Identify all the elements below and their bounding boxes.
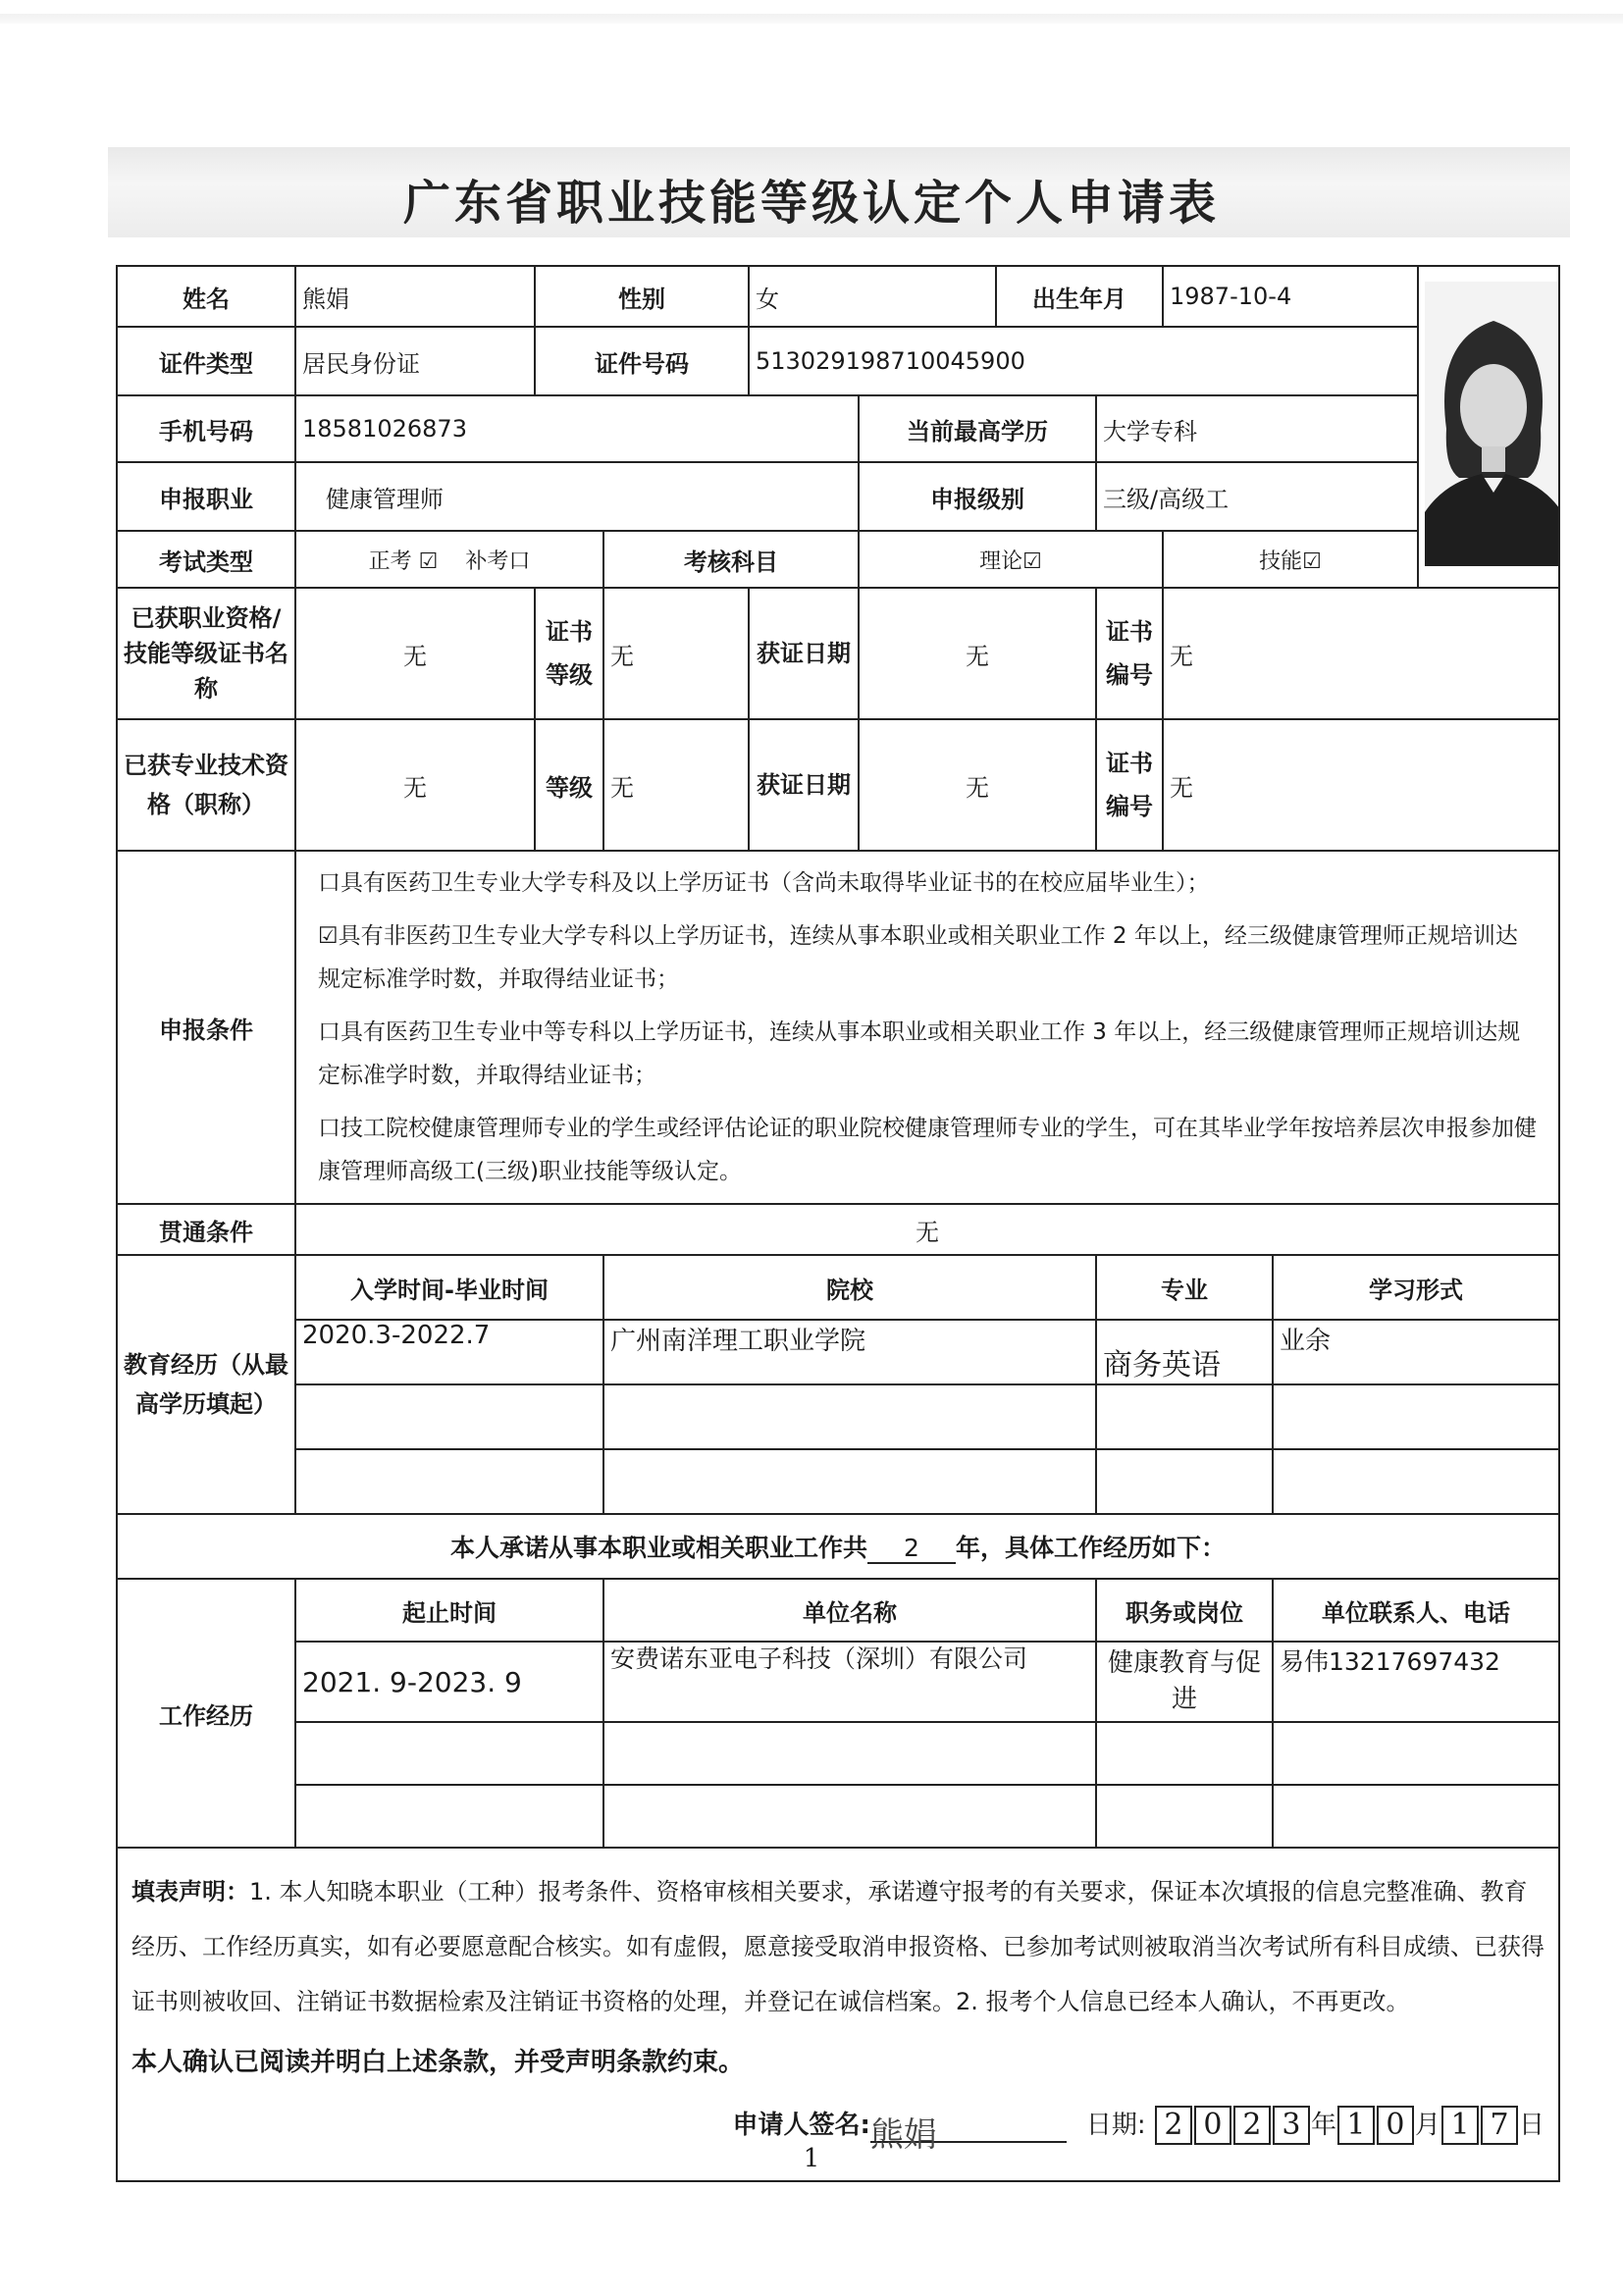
day-unit: 日 [1518,2111,1544,2140]
subject-skill-checkbox: 技能☑ [1163,531,1418,588]
cert-name-label: 已获职业资格/技能等级证书名称 [117,588,295,719]
id-no-label: 证件号码 [535,327,749,395]
scan-edge [0,14,1623,24]
work-pledge-suffix: 年，具体工作经历如下： [956,1534,1227,1562]
edu-major: 商务英语 [1096,1320,1273,1384]
date-label: 日期: [1085,2111,1146,2140]
grade-value: 无 [603,719,749,851]
through-label: 贯通条件 [117,1204,295,1255]
table-row [117,1384,1559,1449]
work-header-contact: 单位联系人、电话 [1273,1579,1559,1642]
cert-date-value: 无 [859,588,1096,719]
edu-header-form: 学习形式 [1273,1255,1559,1320]
birth-label: 出生年月 [996,266,1163,327]
conditions-label: 申报条件 [117,851,295,1204]
date-digit: 1 [1337,2106,1375,2145]
title-qual-label: 已获专业技术资格（职称） [117,719,295,851]
condition-item: ☑具有非医药卫生专业大学专科以上学历证书，连续从事本职业或相关职业工作 2 年以上，经三级健康管理师正规培训达规定标准学时数，并取得结业证书； [318,923,1518,992]
subject-theory-checkbox: 理论☑ [859,531,1163,588]
conditions-list [295,851,1559,1204]
education-value: 大学专科 [1096,395,1418,462]
gender-value: 女 [749,266,996,327]
table-row [117,1722,1559,1785]
phone-label: 手机号码 [117,395,295,462]
year-unit: 年 [1310,2111,1336,2140]
id-type-label: 证件类型 [117,327,295,395]
cert-level-label: 证书等级 [535,588,603,719]
exam-type-label: 考试类型 [117,531,295,588]
table-row [117,1642,1559,1722]
work-pledge-prefix: 本人承诺从事本职业或相关职业工作共 [449,1534,867,1562]
condition-item: 口具有医药卫生专业大学专科及以上学历证书（含尚未取得毕业证书的在校应届毕业生）； [318,870,1210,896]
date-digit: 2 [1233,2106,1271,2145]
through-value: 无 [295,1204,1559,1255]
edu-header-period: 入学时间-毕业时间 [295,1255,603,1320]
sign-label: 申请人签名: [732,2111,870,2140]
table-row [117,1320,1559,1384]
table-row [117,1785,1559,1848]
work-header-company: 单位名称 [603,1579,1096,1642]
cert-no-value: 无 [1163,588,1559,719]
occupation-value: 健康管理师 [295,462,859,531]
exam-makeup-checkbox: 补考口 [465,548,531,574]
work-header-position: 职务或岗位 [1096,1579,1273,1642]
exam-regular-checkbox: 正考 ☑ [368,548,439,574]
phone-value: 18581026873 [295,395,859,462]
cert-no-label: 证书编号 [1096,588,1163,719]
declaration-text [131,1864,1544,2029]
title-date-label: 获证日期 [749,719,859,851]
application-form [116,265,1560,2182]
subject-label: 考核科目 [603,531,859,588]
declaration-body: 1. 本人知晓本职业（工种）报考条件、资格审核相关要求，承诺遵守报考的有关要求，保证本次填报的信息完整准确、教育经历、工作经历真实，如有必要愿意配合核实。如有虚假，愿意接受取消申报资格、已参加考试则被取消当次考试所有科目成绩、已获得证书则被收回、注销证书数据检索及注销证书资格的处理，并登记在诚信档案。2. 报考个人信息已经本人确认，不再更改。 [131,1878,1544,2015]
condition-item: 口具有医药卫生专业中等专科以上学历证书，连续从事本职业或相关职业工作 3 年以上，经三级健康管理师正规培训达规定标准学时数，并取得结业证书； [318,1019,1521,1088]
edu-school: 广州南洋理工职业学院 [603,1320,1096,1384]
condition-item: 口技工院校健康管理师专业的学生或经评估论证的职业院校健康管理师专业的学生，可在其毕业学年按培养层次申报参加健康管理师高级工(三级)职业技能等级认定。 [318,1116,1537,1184]
cert-date-label: 获证日期 [749,588,859,719]
edu-header-major: 专业 [1096,1255,1273,1320]
name-label: 姓名 [117,266,295,327]
id-no-value: 513029198710045900 [749,327,1418,395]
work-header-period: 起止时间 [295,1579,603,1642]
level-value: 三级/高级工 [1096,462,1418,531]
title-qual-value: 无 [295,719,535,851]
date-digit: 7 [1481,2106,1518,2145]
id-type-value: 居民身份证 [295,327,535,395]
title-no-value: 无 [1163,719,1559,851]
work-position: 健康教育与促进 [1096,1642,1273,1722]
cert-level-value: 无 [603,588,749,719]
name-value: 熊娟 [295,266,535,327]
work-years-value: 2 [867,1534,956,1564]
work-history-label: 工作经历 [117,1579,295,1848]
page-number: 1 [803,2144,820,2173]
title-no-label: 证书编号 [1096,719,1163,851]
work-company: 安费诺东亚电子科技（深圳）有限公司 [603,1642,1096,1722]
grade-label: 等级 [535,719,603,851]
person-photo-icon [1425,282,1559,566]
edu-header-school: 院校 [603,1255,1096,1320]
table-row [117,1449,1559,1514]
declaration-heading: 填表声明： [131,1878,249,1905]
occupation-label: 申报职业 [117,462,295,531]
signature: 熊娟 [870,2108,1067,2143]
date-digit: 0 [1377,2106,1414,2145]
cert-name-value: 无 [295,588,535,719]
work-contact: 易伟13217697432 [1273,1642,1559,1722]
education-label: 当前最高学历 [859,395,1096,462]
date-digit: 3 [1273,2106,1310,2145]
date-digit: 1 [1441,2106,1479,2145]
title-date-value: 无 [859,719,1096,851]
birth-value: 1987-10-4 [1163,266,1418,327]
date-digit: 2 [1155,2106,1192,2145]
edu-form: 业余 [1273,1320,1559,1384]
gender-label: 性别 [535,266,749,327]
edu-period: 2020.3-2022.7 [295,1320,603,1384]
declaration-section [117,1848,1559,2181]
month-unit: 月 [1414,2111,1440,2140]
edu-history-label: 教育经历（从最高学历填起） [117,1255,295,1514]
applicant-photo [1418,266,1559,588]
date-digit: 0 [1194,2106,1231,2145]
declaration-confirm: 本人确认已阅读并明白上述条款，并受声明条款约束。 [131,2048,745,2077]
work-period: 2021. 9-2023. 9 [295,1642,603,1722]
form-title: 广东省职业技能等级认定个人申请表 [402,176,1220,231]
work-pledge [117,1514,1559,1579]
level-label: 申报级别 [859,462,1096,531]
